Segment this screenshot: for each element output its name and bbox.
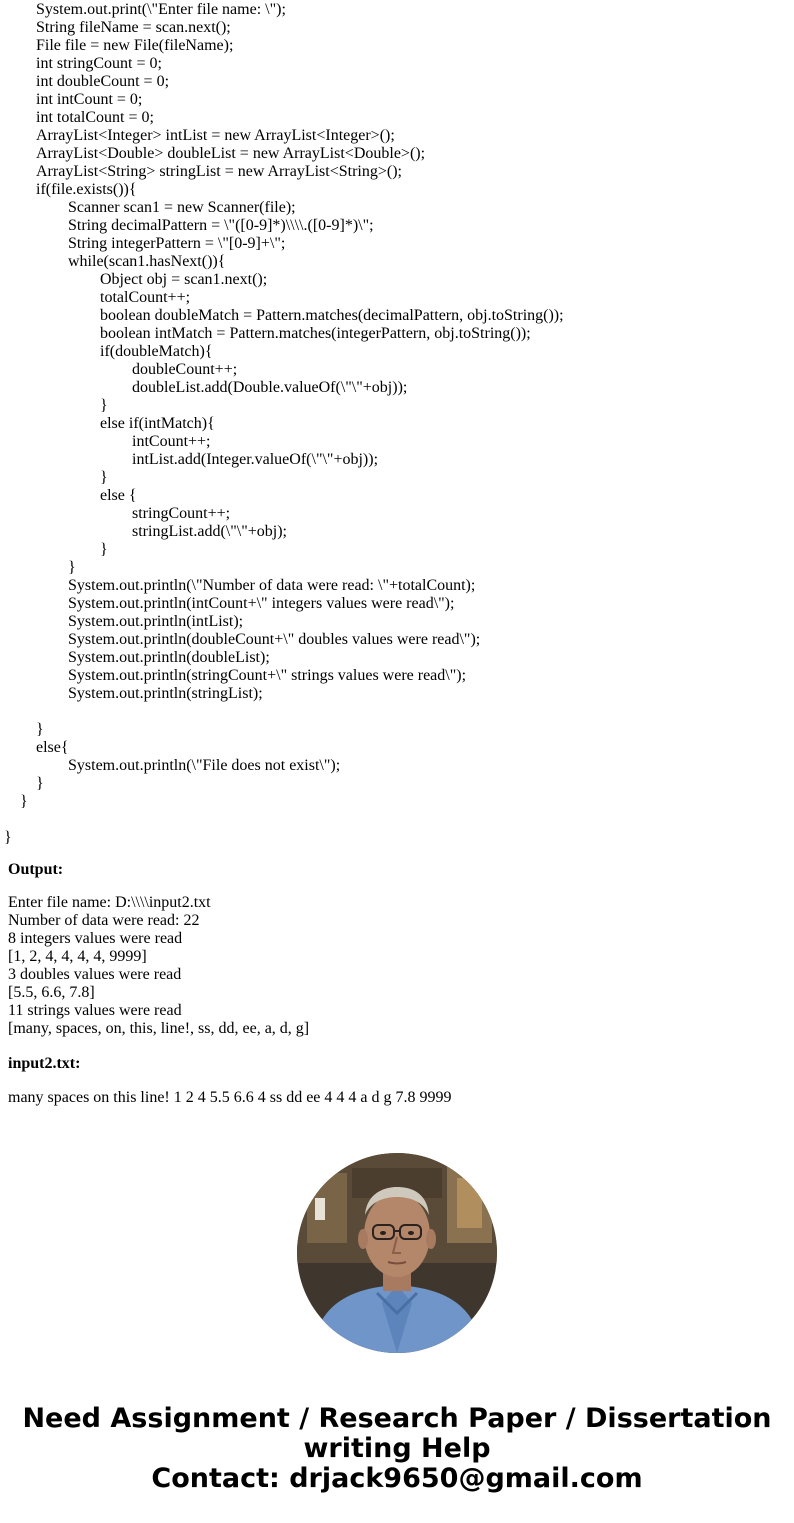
code-line: File file = new File(fileName); [36,37,234,54]
banner-line: Need Assignment / Research Paper / Dissertation [22,1403,772,1434]
code-line: ArrayList<Double> doubleList = new ArrayList<Double>(); [36,145,426,162]
code-line: System.out.println(\"File does not exist\"); [68,757,341,774]
code-line: else if(intMatch){ [100,415,215,432]
code-line: doubleList.add(Double.valueOf(\"\"+obj)); [132,379,408,396]
input-file-content: many spaces on this line! 1 2 4 5.5 6.6 4 ss dd ee 4 4 4 a d g 7.8 9999 [8,1089,452,1106]
code-line: int intCount = 0; [36,91,143,108]
code-line: System.out.println(stringList); [68,685,263,702]
code-line: stringCount++; [132,505,231,522]
code-line: intList.add(Integer.valueOf(\"\"+obj)); [132,451,379,468]
code-line: } [100,469,108,486]
code-line: boolean doubleMatch = Pattern.matches(decimalPattern, obj.toString()); [100,307,564,324]
output-line: 8 integers values were read [8,930,183,947]
code-line: String decimalPattern = \"([0-9]*)\\\\.([0-9]*)\"; [68,217,374,234]
code-line: } [36,721,44,738]
output-line: 3 doubles values were read [8,966,182,983]
contact-email: Contact: drjack9650@gmail.com [151,1463,643,1494]
code-line: if(file.exists()){ [36,181,137,198]
code-line: else{ [36,739,69,756]
code-line: else { [100,487,137,504]
output-line: [1, 2, 4, 4, 4, 4, 9999] [8,948,147,965]
code-line: totalCount++; [100,289,191,306]
code-line: System.out.println(doubleCount+\" doubles values were read\"); [68,631,481,648]
output-heading: Output: [8,861,64,878]
code-line: System.out.println(doubleList); [68,649,270,666]
output-line: [many, spaces, on, this, line!, ss, dd, ee, a, d, g] [8,1020,310,1037]
output-line: Enter file name: D:\\\\input2.txt [8,894,211,911]
code-line: System.out.println(\"Number of data were read: \"+totalCount); [68,577,476,594]
code-line: } [36,775,44,792]
author-photo [297,1153,497,1353]
code-line: boolean intMatch = Pattern.matches(integerPattern, obj.toString()); [100,325,531,342]
contact-banner [0,1404,794,1494]
code-line: int doubleCount = 0; [36,73,170,90]
code-line: String integerPattern = \"[0-9]+\"; [68,235,286,252]
code-line: Scanner scan1 = new Scanner(file); [68,199,296,216]
code-line: } [20,793,28,810]
output-line: 11 strings values were read [8,1002,182,1019]
code-line: int totalCount = 0; [36,109,154,126]
code-line: intCount++; [132,433,211,450]
code-line: if(doubleMatch){ [100,343,213,360]
code-line: } [100,397,108,414]
code-line: } [68,559,76,576]
code-line: System.out.println(intCount+\" integers values were read\"); [68,595,455,612]
code-line: doubleCount++; [132,361,238,378]
code-line: Object obj = scan1.next(); [100,271,268,288]
code-line: System.out.println(stringCount+\" strings values were read\"); [68,667,467,684]
input-file-heading: input2.txt: [8,1055,81,1072]
banner-line: writing Help [303,1433,491,1464]
code-line: ArrayList<Integer> intList = new ArrayList<Integer>(); [36,127,395,144]
code-line: } [4,829,12,846]
code-line: System.out.print(\"Enter file name: \"); [36,1,286,18]
output-line: Number of data were read: 22 [8,912,200,929]
code-line: ArrayList<String> stringList = new ArrayList<String>(); [36,163,402,180]
code-line: } [100,541,108,558]
code-line: System.out.println(intList); [68,613,244,630]
output-line: [5.5, 6.6, 7.8] [8,984,95,1001]
code-line: int stringCount = 0; [36,55,162,72]
code-line: String fileName = scan.next(); [36,19,231,36]
code-line: stringList.add(\"\"+obj); [132,523,287,540]
code-line: while(scan1.hasNext()){ [68,253,226,270]
